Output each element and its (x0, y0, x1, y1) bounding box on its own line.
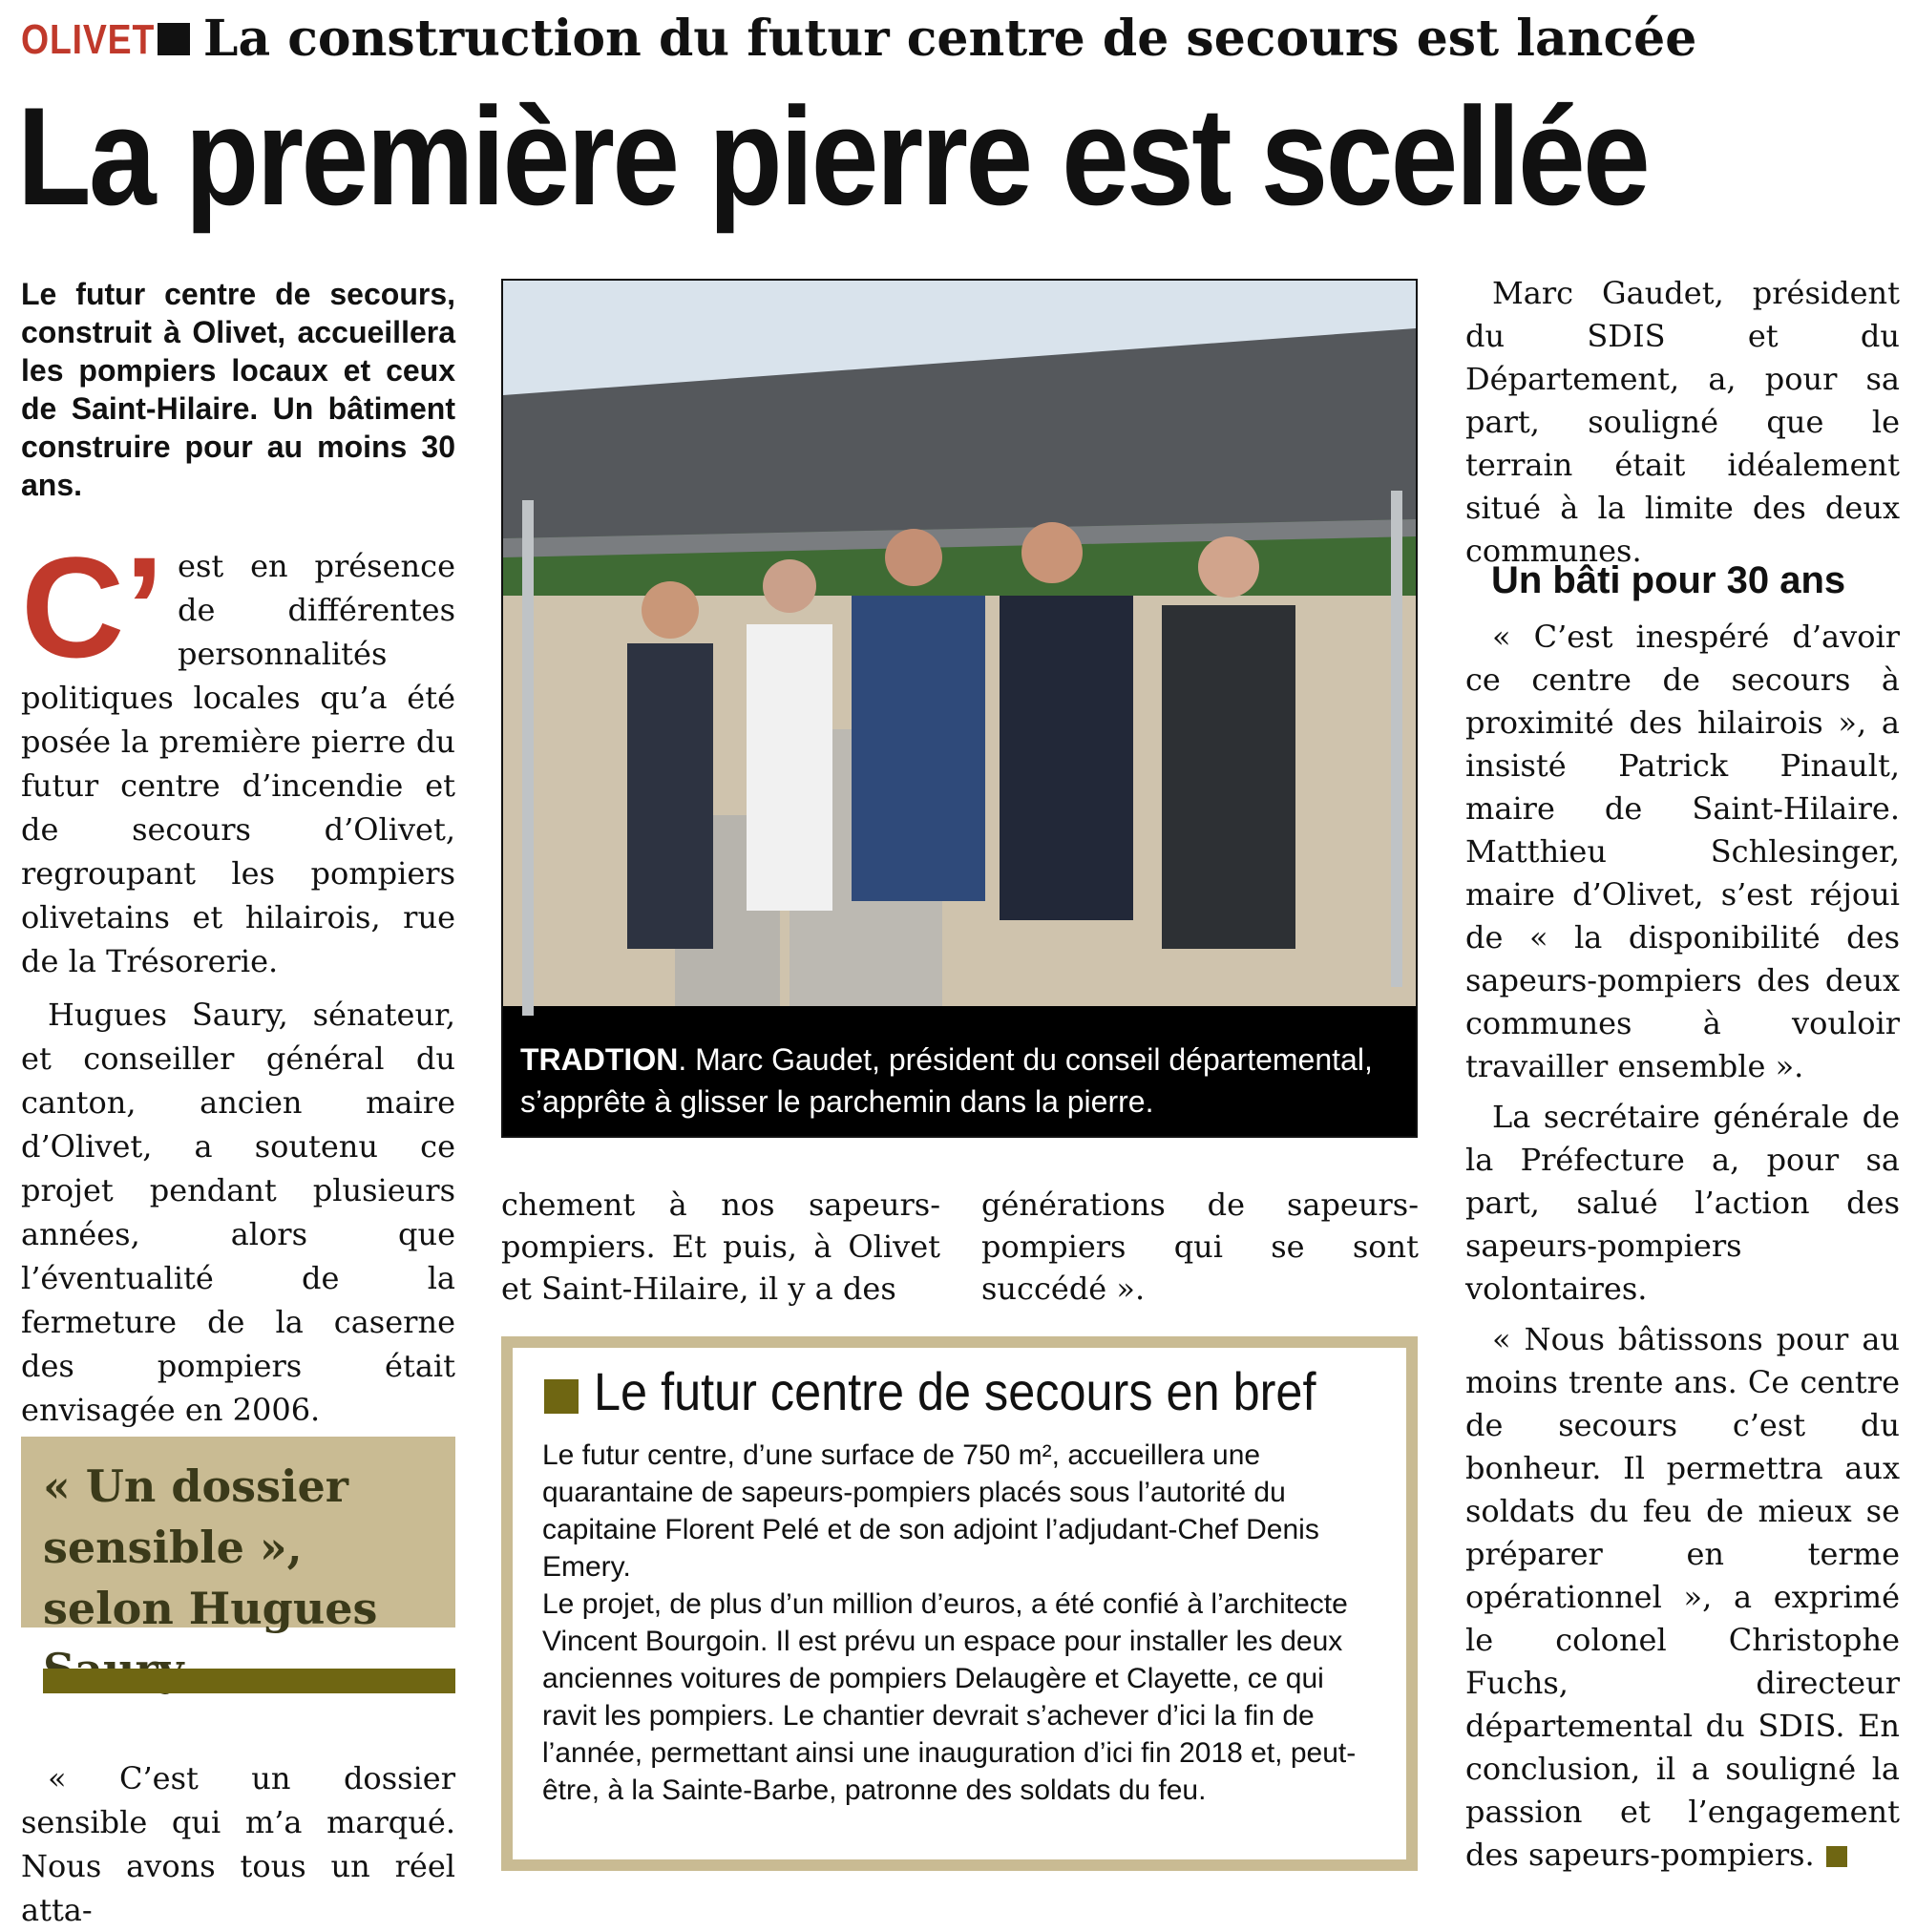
end-square-icon (1826, 1846, 1847, 1867)
intro-text: est en présence de différentes personnalités politiques locales qu’a été posée la première pierre du futur centre d’incendie et de secours d’Olivet, regroupant les pompiers olivetains et hilairois, rue de la Trésorerie. (21, 548, 455, 979)
kicker-text: La construction du futur centre de secours est lancée (202, 10, 1697, 68)
intro-paragraph (21, 527, 455, 983)
chapo: Le futur centre de secours, construit à Olivet, accueillera les pompiers locaux et ceux de Saint-Hilaire. Un bâtiment construire pour au moins 30 ans. (21, 277, 455, 502)
brief-paragraph-2: Le projet, de plus d’un million d’euros, a été confié à l’architecte Vincent Bourgoin. Il est prévu un espace pour installer les deux anciennes voitures de pompiers Delaugère et Clayette, ce qui ravit les pompiers. Le chantier devrait s’achever d’ici la fin de l’année, permettant ainsi une inauguration d’ici fin 2018 et, peut-être, à la Sainte-Barbe, patronne des soldats du feu. (542, 1588, 1357, 1806)
fuchs-text: « Nous bâtissons pour au moins trente ans. Ce centre de secours c’est du bonheur. Il permettra aux soldats du feu de mieux se préparer en terme opérationnel », a exprimé le colonel Christophe Fuchs, directeur départemental du SDIS. En conclusion, il a souligné la passion et l’engagement des sapeurs-pompiers. (1465, 1321, 1900, 1873)
caption-text: . Marc Gaudet, président du conseil départemental, s’apprête à glisser le parchemin dans la pierre. (520, 1042, 1373, 1119)
brief-body (542, 1437, 1382, 1809)
subheading: Un bâti pour 30 ans (1491, 559, 1846, 601)
brief-paragraph-1: Le futur centre, d’une surface de 750 m², accueillera une quarantaine de sapeurs-pompiers placés sous l’autorité du capitaine Florent Pelé et de son adjoint l’adjudant-Chef Denis Emery. (542, 1439, 1319, 1583)
kicker (21, 10, 1892, 68)
paragraph-gaudet: Marc Gaudet, président du SDIS et du Département, a, pour sa part, souligné que le terrain était idéalement situé à la limite des deux communes. (1465, 275, 1900, 569)
brief-title: Le futur centre de secours en bref (594, 1361, 1316, 1421)
col3-body (1465, 616, 1900, 1884)
dropcap: C’ (21, 527, 164, 687)
continuation-col-b: générations de sapeurs-pompiers qui se sont succédé ». (981, 1186, 1419, 1307)
photo-caption (520, 1039, 1399, 1123)
brief-square-icon (544, 1379, 579, 1414)
paragraph-saury: Hugues Saury, sénateur, et conseiller général du canton, ancien maire d’Olivet, a soutenu ce projet pendant plusieurs années, alors que l’éventualité de la fermeture de la caserne des pompiers était envisagée en 2006. (21, 997, 455, 1428)
kicker-square-icon (158, 23, 190, 55)
pull-quote-title: « Un dossier sensible », selon Hugues (43, 1460, 378, 1634)
location-label: OLIVET (21, 16, 156, 63)
paragraph-pinault: « C’est inespéré d’avoir ce centre de secours à proximité des hilairois », a insisté Patrick Pinault, maire de Saint-Hilaire. Matthieu Schlesinger, maire d’Olivet, s’est réjoui de « la disponibilité des sapeurs-pompiers des deux communes à vouloir travailler ensemble ». (1465, 619, 1900, 1084)
headline: La première pierre est scellée (17, 78, 1649, 234)
pull-quote-bar (43, 1669, 455, 1693)
paragraph-fuchs (1465, 1318, 1900, 1877)
quote-paragraph: « C’est un dossier sensible qui m’a marqué. Nous avons tous un réel atta- (21, 1760, 455, 1928)
continuation-col-a: chement à nos sapeurs-pompiers. Et puis, à Olivet et Saint-Hilaire, il y a des (501, 1186, 940, 1307)
ceremony-photo-illustration (503, 281, 1416, 1136)
caption-label: TRADTION (520, 1042, 679, 1077)
paragraph-prefecture: La secrétaire générale de la Préfecture a, pour sa part, salué l’action des sapeurs-pompiers volontaires. (1465, 1099, 1900, 1307)
article-photo (501, 279, 1418, 1138)
